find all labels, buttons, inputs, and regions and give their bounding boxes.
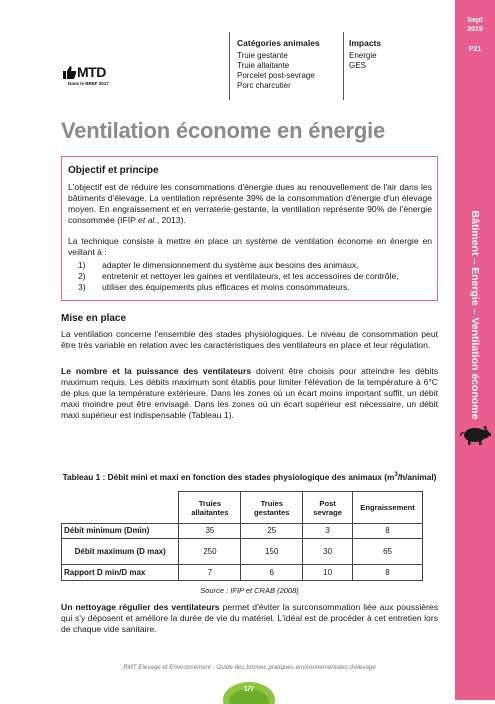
category-item: Truie gestante [237, 51, 288, 60]
table-caption: Tableau 1 : Débit mini et maxi en fonction des stades physiologique des animaux $(m^3/h/animal)$ [62, 471, 437, 482]
impacts-title: Impacts [349, 38, 382, 48]
row-header: Rapport D min/D max [62, 565, 179, 581]
table-cell: 250 [179, 539, 241, 565]
section-heading: Mise en place [61, 313, 127, 324]
table-cell: 10 [303, 565, 353, 581]
list-item: 1) adapter le dimensionnement du système aux besoins des animaux, [78, 260, 359, 270]
pig-icon [459, 424, 491, 446]
table-row [62, 565, 423, 581]
table-row [62, 524, 423, 539]
column-header: Engraissement [353, 492, 423, 524]
technique-paragraph: La technique consiste à mettre en place un système de ventilation économe en énergie en veillant à : [68, 236, 432, 257]
table-cell: 6 [241, 565, 303, 581]
category-item: Porcelet post-sevrage [237, 71, 315, 80]
column-header: Truies gestantes [241, 492, 303, 524]
paragraph: La ventilation concerne l'ensemble des stades physiologiques. Le niveau de consommation peut être très variable en relation avec les caractéristiques des ventilateurs en place et leur régulation. [61, 329, 438, 350]
flow-table [61, 491, 423, 581]
table-source: Source : IFIP et CRAB (2008) [200, 586, 299, 595]
page-title: Ventilation économe en énergie [61, 118, 386, 143]
categories-block [237, 38, 341, 91]
row-header: Débit maximum (D max) [62, 539, 179, 565]
table-cell: 25 [241, 524, 303, 539]
footer-text: RMT Elevage et Environnement - Guide des bonnes pratiques environnementales d'élevage [123, 664, 376, 671]
technique-list [68, 260, 432, 293]
column-header: Truies allaitantes [179, 492, 241, 524]
table-cell: 3 [303, 524, 353, 539]
table-cell: 7 [179, 565, 241, 581]
paragraph: Un nettoyage régulier des ventilateurs permet d'éviter la surconsommation liée aux poussières qui s'y déposent et améliore la durée de vie du matériel. L'idéal est de procéder à cet entretien lors de chaque vide sanitaire. [61, 602, 438, 634]
mtd-logo: MTD Dans le BREF 2017 [61, 62, 121, 92]
impact-item: Energie [349, 51, 377, 60]
date-label: Sept 2019 [467, 17, 483, 33]
list-item: 3) utiliser des équipements plus efficaces et moins consommateurs. [78, 282, 350, 292]
list-item: 2) entretenir et nettoyer les gaines et ventilateurs, et les accessoires de contrôle, [78, 271, 399, 281]
thumbs-up-icon [61, 64, 77, 80]
table-cell: 30 [303, 539, 353, 565]
table-cell: 8 [353, 524, 423, 539]
category-item: Porc charcutier [237, 81, 291, 90]
page-number-badge: 1/7 [219, 674, 279, 704]
page-code: P21 [468, 46, 482, 53]
side-band [455, 0, 495, 700]
paragraph: Le nombre et la puissance des ventilateurs doivent être choisis pour atteindre les débits maximum requis. Les débits maximum sont établis pour limiter l'élévation de la température à 6°C de plus que la température extérieure. Dans les zones où un écart moins important suffit, un débit maxi moindre peut être envisagé. Dans les zones où un écart supérieur est nécessaire, un débit maxi supérieur est indispensable (Tableau 1). [61, 366, 439, 420]
table-header-row [62, 492, 423, 524]
category-item: Truie allaitante [237, 61, 290, 70]
vertical-section-title: Bâtiment – Energie – Ventilation économe [469, 210, 481, 420]
table-cell: 8 [353, 565, 423, 581]
objective-heading: Objectif et principe [68, 165, 159, 176]
objective-paragraph: L'objectif est de réduire les consommations d'énergie dues au renouvellement de l'air dans les bâtiments d'élevage. La ventilation représente 39% de la consommation d'énergie d'un élevage moyen. En engraissement et en verraterie-gestante, la ventilation représente 90% de l'énergie consommée (IFIP et al., 2013). [68, 182, 432, 225]
table-cell: 65 [353, 539, 423, 565]
objective-box [61, 156, 438, 301]
impacts-block [349, 38, 449, 71]
impact-item: GES [349, 61, 366, 70]
categories-title: Catégories animales [237, 38, 320, 48]
row-header: Débit minimum (Dmin) [62, 524, 179, 539]
table-cell: 150 [241, 539, 303, 565]
column-header: Post sevrage [303, 492, 353, 524]
table-cell: 35 [179, 524, 241, 539]
table-row [62, 539, 423, 565]
